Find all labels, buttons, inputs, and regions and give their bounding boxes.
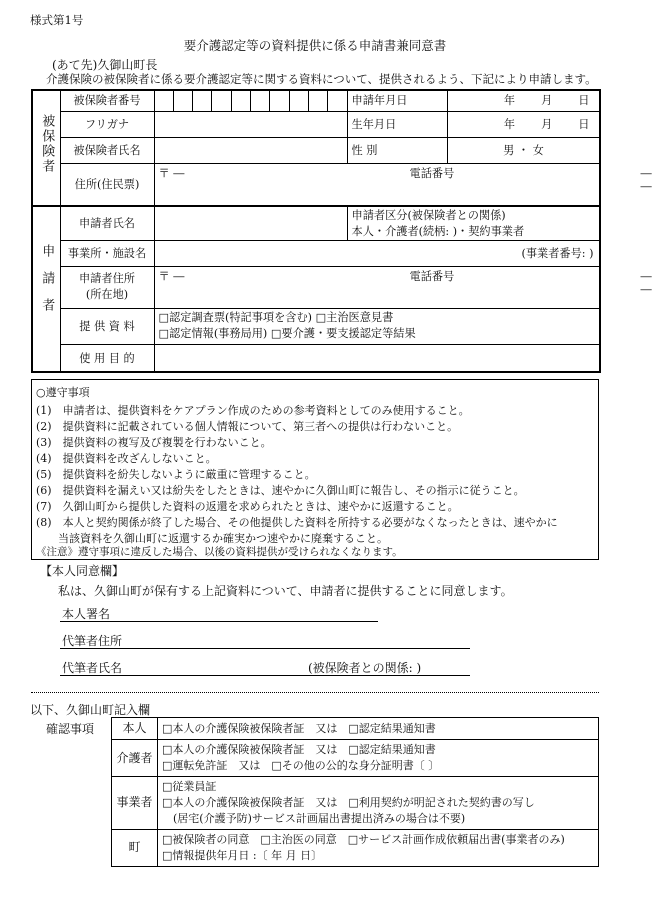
cut-line	[31, 692, 599, 693]
addressee: (あて先)久御山町長	[52, 58, 158, 72]
insured-address-field[interactable]	[154, 164, 600, 206]
gender-label: 性 別	[347, 138, 447, 164]
apply-date-field[interactable]: 年 月 日	[447, 90, 600, 112]
applicant-postal: 〒 ―	[158, 269, 185, 283]
insured-number-label: 被保険者番号	[60, 90, 154, 112]
confirm-category-caregiver: 介護者	[112, 740, 158, 777]
birth-date-label: 生年月日	[347, 112, 447, 138]
confirm-options-caregiver[interactable]: □本人の介護保険被保険者証 又は □認定結果通知書 □運転免許証 又は □その他の公的な身分証明書〔 〕	[158, 740, 599, 777]
consent-text: 私は、久御山町が保有する上記資料について、申請者に提供することに同意します。	[58, 584, 513, 598]
applicant-side-label: 申請者	[32, 206, 60, 373]
form-title: 要介護認定等の資料提供に係る申請書兼同意書	[183, 38, 447, 53]
office-number-field[interactable]: (事業者番号: )	[154, 240, 600, 266]
gender-options[interactable]: 男 ・ 女	[447, 138, 600, 164]
office-use-heading: 以下、久御山町記入欄	[30, 703, 151, 717]
intro-text: 介護保険の被保険者に係る要介護認定等に関する資料について、提供されるよう、下記により申請します。	[46, 72, 597, 86]
confirm-options-town[interactable]: □被保険者の同意 □主治医の同意 □サービス計画作成依頼届出書(事業者のみ) □情報提供年月日 :〔 年 月 日〕	[158, 830, 599, 867]
proxy-name-line[interactable]	[60, 675, 470, 676]
notice-caution: 《注意》遵守事項に違反した場合、以後の資料提供が受けられなくなります。	[36, 546, 403, 558]
notice-item: 当該資料を久御山町に返還するか確実かつ速やかに廃棄すること。	[36, 532, 388, 545]
notice-item: (1) 申請者は、提供資料をケアプラン作成のための参考資料としてのみ使用すること。	[36, 404, 470, 417]
application-table: 被保険者 被保険者番号 申請年月日 年 月 日 フリガナ 生年月日 年 月 日 被保険者氏名 性 別 男 ・ 女 住所(住民票) 〒 ― 電話番号 ― ― 申請者 申請者氏名 申請者区分(被保険者との関係) 本人・介護者(続柄: )・契約事業者 事業所・施設名 (事業者番号: ) 申請者住所 (所在地) 〒 ― 電話番号 ― ― 提 供 資 料 □認定調査票(特記事項を含む) □主治医意見書 □認定情報(事務局用) □要介護・要支援認定等結果 使 用 目 的	[31, 89, 601, 373]
confirm-category-town: 町	[112, 830, 158, 867]
notice-item: (2) 提供資料に記載されている個人情報について、第三者への提供は行わないこと。	[36, 420, 459, 433]
signature-label: 本人署名	[62, 607, 111, 621]
proxy-address-line[interactable]	[60, 648, 470, 649]
confirm-category-self: 本人	[112, 718, 158, 740]
purpose-field[interactable]	[154, 344, 600, 372]
applicant-address-field[interactable]	[154, 266, 600, 308]
confirm-options-business[interactable]: □従業員証 □本人の介護保険被保険者証 又は □利用契約が明記された契約書の写し (居宅(介護予防)サービス計画届出書提出済みの場合は不要)	[158, 777, 599, 830]
applicant-address-label: 申請者住所 (所在地)	[60, 266, 154, 308]
notice-item: (7) 久御山町から提供した資料の返還を求められたときは、速やかに返還すること。	[36, 500, 459, 513]
insured-number-boxes[interactable]	[154, 90, 347, 112]
relation-field[interactable]: (被保険者との関係: )	[308, 661, 422, 675]
insured-name-label: 被保険者氏名	[60, 138, 154, 164]
applicant-name-label: 申請者氏名	[60, 206, 154, 241]
insured-side-label: 被保険者	[32, 90, 60, 206]
insured-name-field[interactable]	[154, 138, 347, 164]
compliance-notice	[31, 379, 599, 560]
signature-line[interactable]	[60, 621, 378, 622]
furigana-field[interactable]	[154, 112, 347, 138]
notice-item: (5) 提供資料を紛失しないように厳重に管理すること。	[36, 468, 316, 481]
birth-date-field[interactable]: 年 月 日	[447, 112, 600, 138]
applicant-name-field[interactable]	[154, 206, 347, 241]
notice-item: (4) 提供資料を改ざんしないこと。	[36, 452, 217, 465]
notice-heading: ○遵守事項	[36, 386, 90, 399]
confirm-options-self[interactable]: □本人の介護保険被保険者証 又は □認定結果通知書	[158, 718, 599, 740]
insured-phone-label: 電話番号	[409, 167, 455, 180]
consent-heading: 【本人同意欄】	[40, 564, 125, 578]
insured-postal: 〒 ―	[158, 167, 185, 180]
insured-address-label: 住所(住民票)	[60, 164, 154, 206]
office-name-label: 事業所・施設名	[60, 240, 154, 266]
purpose-label: 使 用 目 的	[60, 344, 154, 372]
confirm-label: 確認事項	[46, 722, 95, 736]
furigana-label: フリガナ	[60, 112, 154, 138]
materials-label: 提 供 資 料	[60, 308, 154, 344]
proxy-address-label: 代筆者住所	[62, 634, 123, 648]
confirmation-table	[111, 717, 599, 867]
applicant-category[interactable]: 申請者区分(被保険者との関係) 本人・介護者(続柄: )・契約事業者	[347, 206, 600, 241]
notice-item: (3) 提供資料の複写及び複製を行わないこと。	[36, 436, 272, 449]
notice-item: (6) 提供資料を漏えい又は紛失をしたときは、速やかに久御山町に報告し、その指示に従うこと。	[36, 484, 525, 497]
apply-date-label: 申請年月日	[347, 90, 447, 112]
notice-item: (8) 本人と契約関係が終了した場合、その他提供した資料を所持する必要がなくなったときは、速やかに	[36, 516, 558, 529]
proxy-name-label: 代筆者氏名	[62, 661, 123, 675]
applicant-phone-label: 電話番号	[409, 269, 455, 283]
confirm-category-business: 事業者	[112, 777, 158, 830]
materials-checkboxes[interactable]: □認定調査票(特記事項を含む) □主治医意見書 □認定情報(事務局用) □要介護・要支援認定等結果	[154, 308, 600, 344]
form-number: 様式第1号	[30, 13, 84, 27]
